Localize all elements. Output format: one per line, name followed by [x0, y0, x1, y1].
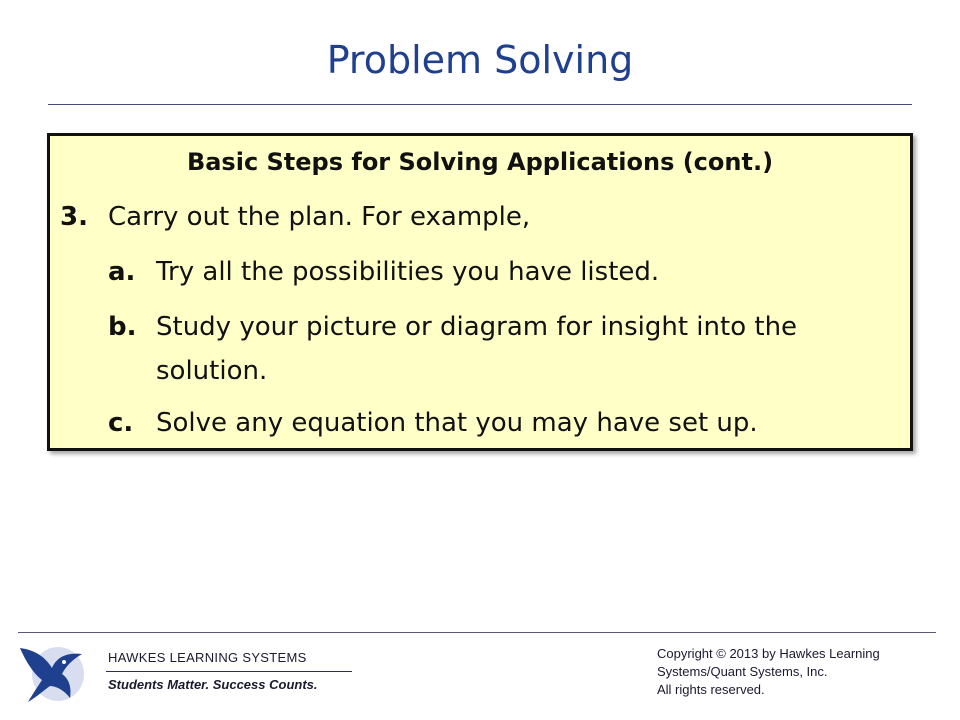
box-heading: Basic Steps for Solving Applications (cont.) — [186, 148, 774, 176]
tagline: Students Matter. Success Counts. — [108, 677, 318, 692]
item-marker: b. — [108, 312, 137, 342]
copyright-notice — [657, 645, 947, 699]
item-marker: a. — [108, 257, 136, 287]
brand-divider — [106, 671, 352, 672]
item-marker: c. — [108, 408, 134, 438]
steps-box — [47, 133, 913, 451]
item-text-continued: solution. — [156, 356, 268, 386]
item-text: Try all the possibilities you have listed. — [156, 257, 660, 287]
step-number: 3. — [60, 202, 88, 232]
slide-title: Problem Solving — [326, 38, 634, 82]
item-text: Solve any equation that you may have set up. — [156, 408, 758, 438]
copyright-line: All rights reserved. — [657, 682, 765, 697]
footer-divider — [18, 632, 936, 633]
title-divider — [48, 104, 912, 105]
brand-name: HAWKES LEARNING SYSTEMS — [108, 650, 307, 665]
step-text: Carry out the plan. For example, — [108, 202, 531, 232]
copyright-line: Copyright © 2013 by Hawkes Learning — [657, 646, 880, 661]
eagle-logo-icon — [16, 636, 86, 706]
copyright-line: Systems/Quant Systems, Inc. — [657, 664, 828, 679]
item-text: Study your picture or diagram for insight into the — [156, 312, 798, 342]
